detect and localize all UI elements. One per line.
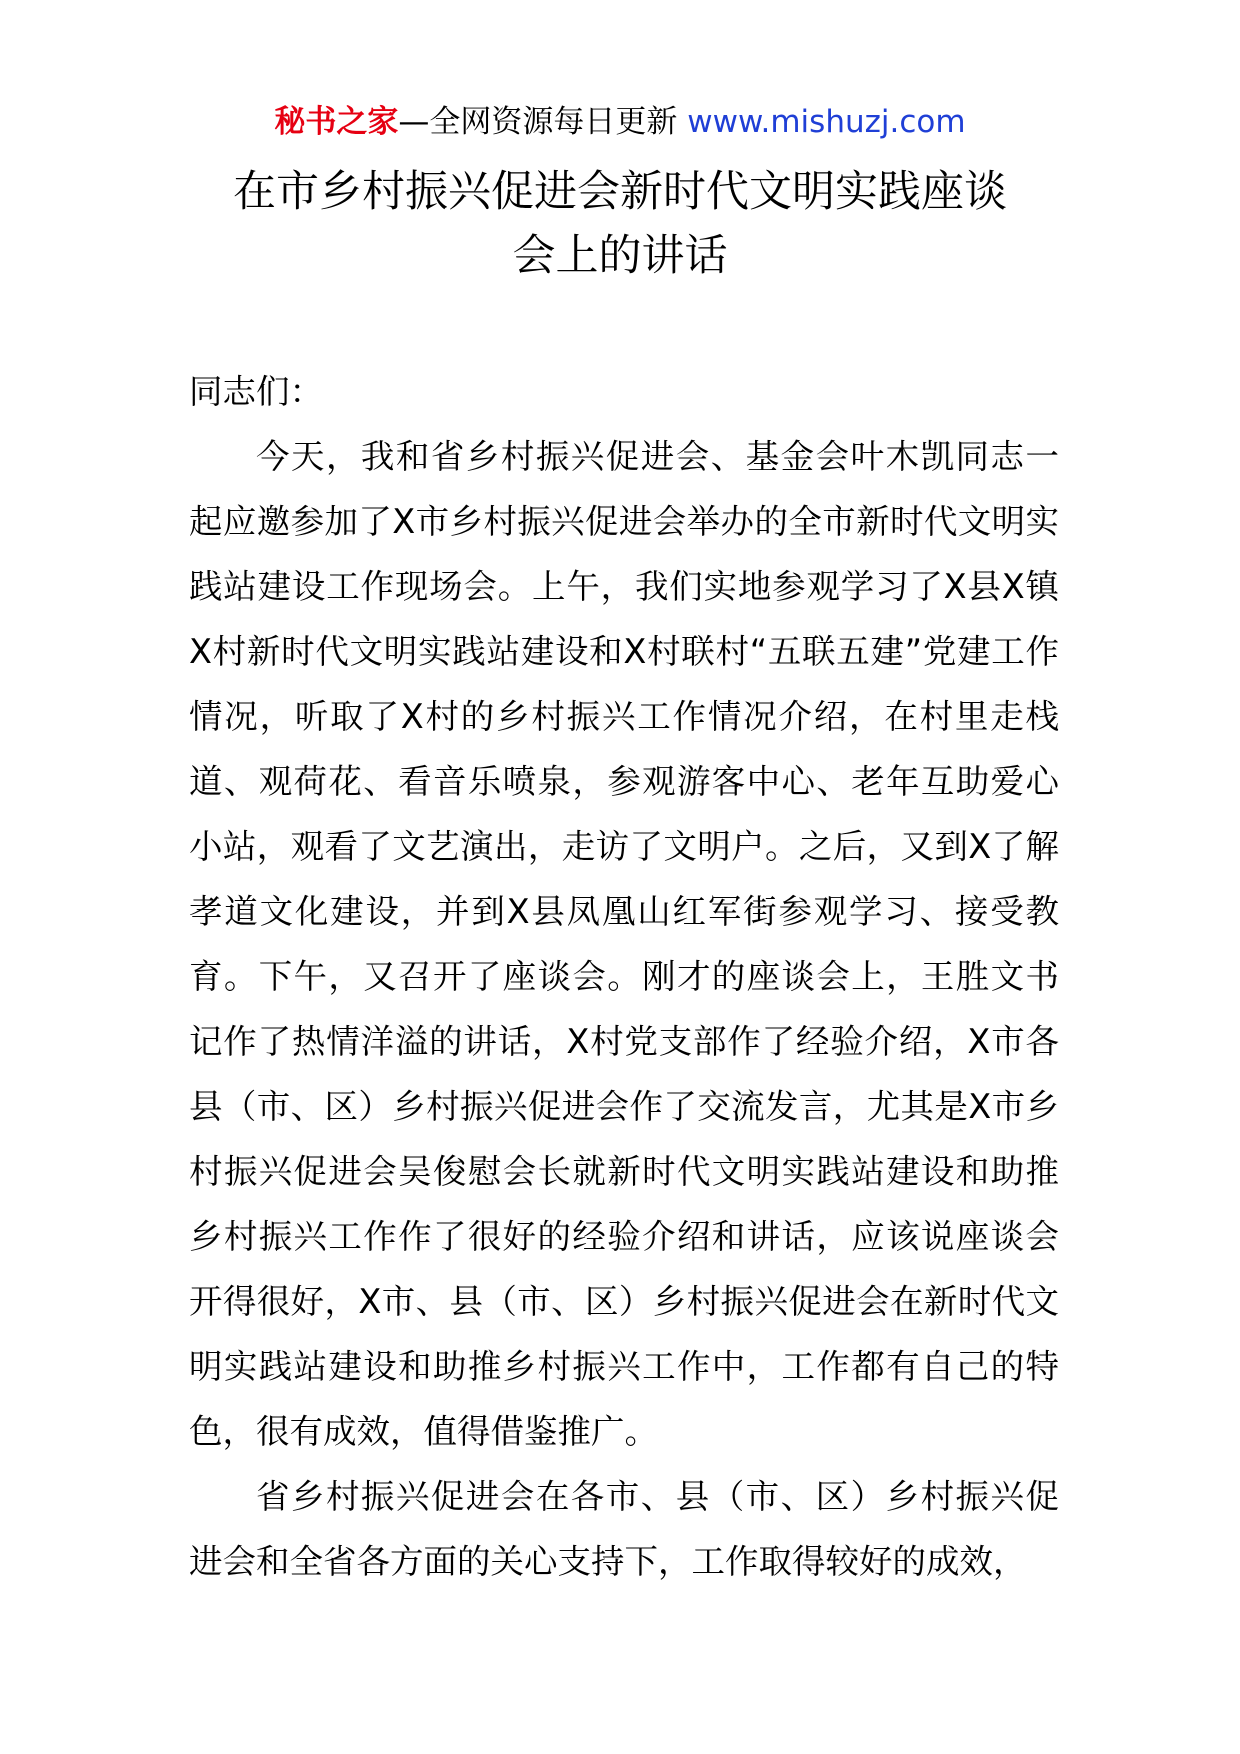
document-title	[190, 160, 1050, 288]
header-slogan: —全网资源每日更新	[398, 104, 678, 140]
salutation: 同志们：	[189, 372, 323, 411]
site-header	[0, 100, 1240, 144]
site-url-link[interactable]: www.mishuzj.com	[687, 104, 966, 140]
paragraph-2: 省乡村振兴促进会在各市、县（市、区）乡村振兴促进会和全省各方面的关心支持下，工作取得较好的成效，	[189, 1477, 1059, 1581]
title-line-1: 在市乡村振兴促进会新时代文明实践座谈	[233, 167, 1007, 217]
title-line-2: 会上的讲话	[512, 231, 728, 281]
brand-name: 秘书之家	[274, 104, 399, 140]
paragraph-1: 今天，我和省乡村振兴促进会、基金会叶木凯同志一起应邀参加了X市乡村振兴促进会举办的全市新时代文明实践站建设工作现场会。上午，我们实地参观学习了X县X镇X村新时代文明实践站建设和X村联村“五联五建”党建工作情况，听取了X村的乡村振兴工作情况介绍，在村里走栈道、观荷花、看音乐喷泉，参观游客中心、老年互助爱心小站，观看了文艺演出，走访了文明户。之后，又到X了解孝道文化建设，并到X县凤凰山红军街参观学习、接受教育。下午，又召开了座谈会。刚才的座谈会上，王胜文书记作了热情洋溢的讲话，X村党支部作了经验介绍，X市各县（市、区）乡村振兴促进会作了交流发言，尤其是X市乡村振兴促进会吴俊慰会长就新时代文明实践站建设和助推乡村振兴工作作了很好的经验介绍和讲话，应该说座谈会开得很好，X市、县（市、区）乡村振兴促进会在新时代文明实践站建设和助推乡村振兴工作中，工作都有自己的特色，很有成效，值得借鉴推广。	[189, 437, 1059, 1451]
document-body	[189, 359, 1059, 1594]
